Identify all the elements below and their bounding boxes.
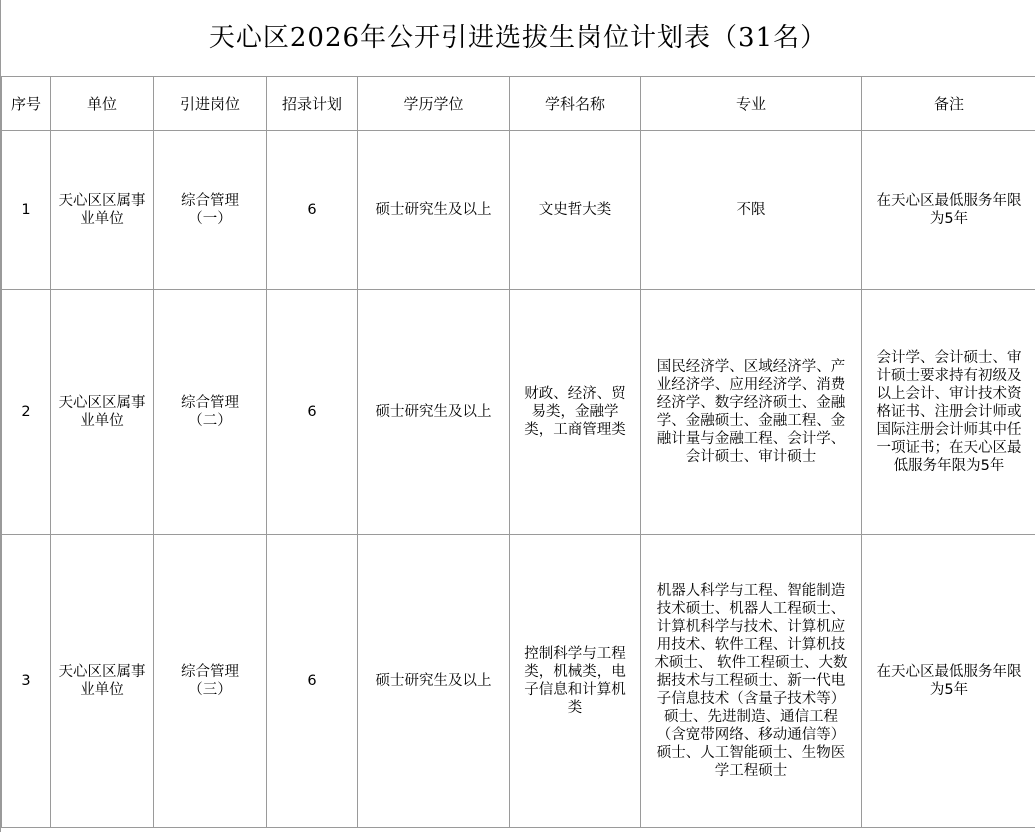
table-row	[2, 535, 1035, 828]
cell-plan: 6	[267, 131, 358, 290]
cell-no: 2	[2, 290, 51, 535]
cell-unit: 天心区区属事 业单位	[51, 290, 154, 535]
cell-plan: 6	[267, 535, 358, 828]
header-cell-note: 备注	[862, 77, 1035, 131]
cell-note: 会计学、会计硕士、审 计硕士要求持有初级及 以上会计、审计技术资 格证书、注册会计师或 国际注册会计师其中任 一项证书；在天心区最 低服务年限为5年	[862, 290, 1035, 535]
cell-degree: 硕士研究生及以上	[358, 131, 510, 290]
cell-unit: 天心区区属事 业单位	[51, 535, 154, 828]
cell-major: 国民经济学、区域经济学、产 业经济学、应用经济学、消费 经济学、数字经济硕士、金融 学、金融硕士、金融工程、金 融计量与金融工程、会计学、 会计硕士、审计硕士	[641, 290, 862, 535]
cell-discipline: 文史哲大类	[510, 131, 641, 290]
header-cell-plan: 招录计划	[267, 77, 358, 131]
header-cell-discipline: 学科名称	[510, 77, 641, 131]
table-row	[2, 290, 1035, 535]
cell-major: 不限	[641, 131, 862, 290]
header-cell-unit: 单位	[51, 77, 154, 131]
cell-plan: 6	[267, 290, 358, 535]
cell-discipline: 控制科学与工程 类，机械类，电 子信息和计算机 类	[510, 535, 641, 828]
table-title: 天心区2026年公开引进选拔生岗位计划表（31名）	[1, 0, 1035, 77]
table-row	[2, 131, 1035, 290]
cell-no: 3	[2, 535, 51, 828]
cell-post: 综合管理 （一）	[154, 131, 267, 290]
cell-note: 在天心区最低服务年限 为5年	[862, 535, 1035, 828]
cell-degree: 硕士研究生及以上	[358, 535, 510, 828]
header-cell-major: 专业	[641, 77, 862, 131]
cell-degree: 硕士研究生及以上	[358, 290, 510, 535]
cell-post: 综合管理 （三）	[154, 535, 267, 828]
header-cell-no: 序号	[2, 77, 51, 131]
header-cell-degree: 学历学位	[358, 77, 510, 131]
cell-discipline: 财政、经济、贸 易类，金融学 类，工商管理类	[510, 290, 641, 535]
header-row	[2, 77, 1035, 131]
position-plan-table	[1, 77, 1035, 828]
header-cell-post: 引进岗位	[154, 77, 267, 131]
cell-major: 机器人科学与工程、智能制造 技术硕士、机器人工程硕士、 计算机科学与技术、计算机应 用技术、软件工程、计算机技 术硕士、 软件工程硕士、大数 据技术与工程硕士、新一代电 子信息技术（含量子技术等） 硕士、先进制造、通信工程 （含宽带网络、移动通信等） 硕士、人工智能硕士、生物医 学工程硕士	[641, 535, 862, 828]
cell-note: 在天心区最低服务年限 为5年	[862, 131, 1035, 290]
cell-no: 1	[2, 131, 51, 290]
cell-post: 综合管理 （二）	[154, 290, 267, 535]
cell-unit: 天心区区属事 业单位	[51, 131, 154, 290]
